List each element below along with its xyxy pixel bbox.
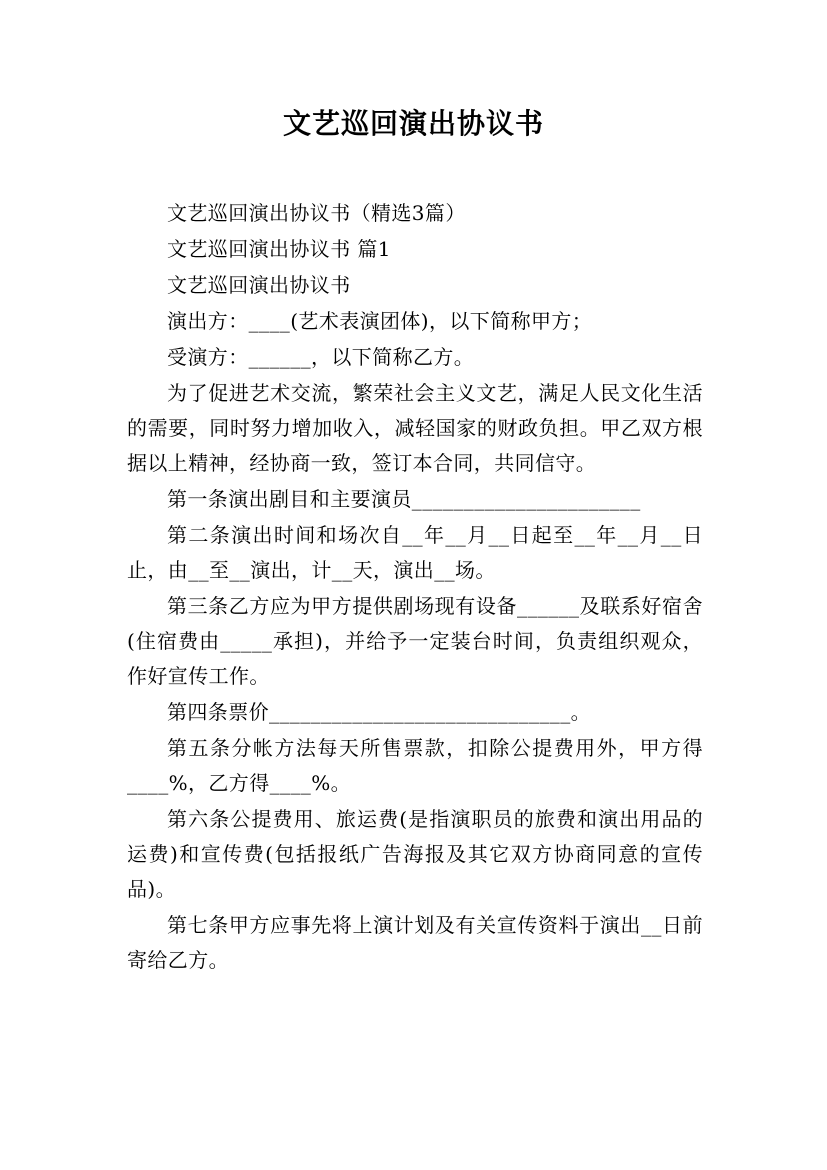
document-body [127,196,703,979]
paragraph-agreement-name: 文艺巡回演出协议书 [167,273,351,297]
paragraph-article-5: 第五条分帐方法每天所售票款，扣除公提费用外，甲方得____%，乙方得____%。 [127,736,703,795]
paragraph-party-a: 演出方：____(艺术表演团体)，以下简称甲方； [167,309,593,333]
paragraph-article-7: 第七条甲方应事先将上演计划及有关宣传资料于演出__日前寄给乙方。 [127,913,703,972]
paragraph-article-3: 第三条乙方应为甲方提供剧场现有设备______及联系好宿舍(住宿费由_____承担)，并给予一定装台时间，负责组织观众，作好宣传工作。 [127,594,703,688]
paragraph-article-2: 第二条演出时间和场次自__年__月__日起至__年__月__日止，由__至__演出，计__天，演出__场。 [127,523,703,582]
paragraph-section-label: 文艺巡回演出协议书 篇1 [167,237,391,261]
paragraph-article-4: 第四条票价_____________________________。 [167,700,591,724]
paragraph-article-6: 第六条公提费用、旅运费(是指演职员的旅费和演出用品的运费)和宣传费(包括报纸广告海报及其它双方协商同意的宣传品)。 [127,807,703,901]
paragraph-party-b: 受演方：______，以下简称乙方。 [167,345,475,369]
paragraph-article-1: 第一条演出剧目和主要演员______________________ [167,487,641,511]
paragraph-preamble: 为了促进艺术交流，繁荣社会主义文艺，满足人民文化生活的需要，同时努力增加收入，减轻国家的财政负担。甲乙双方根据以上精神，经协商一致，签订本合同，共同信守。 [127,381,703,475]
document-title: 文艺巡回演出协议书 [282,107,544,140]
paragraph-heading-selection: 文艺巡回演出协议书（精选3篇） [167,201,466,225]
